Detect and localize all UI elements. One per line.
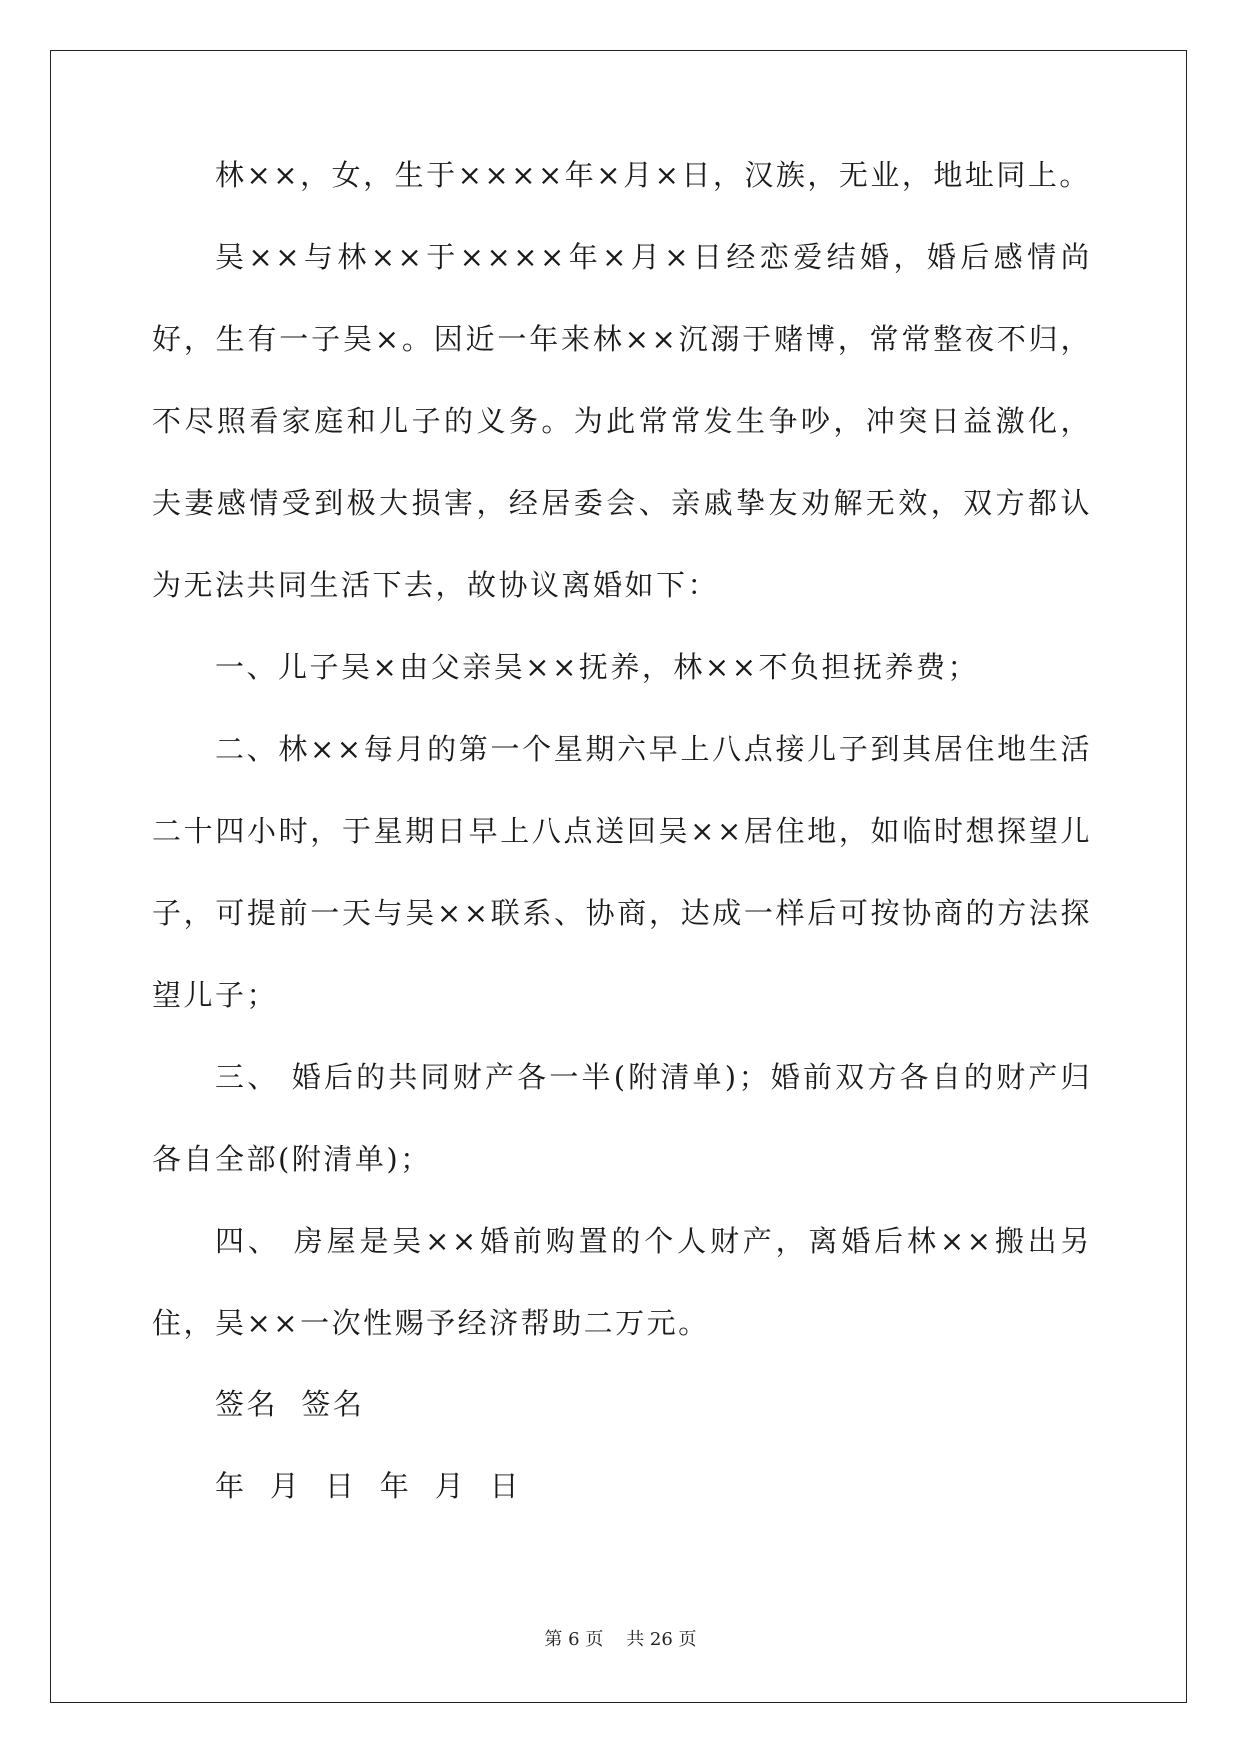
- paragraph-2: 吴××与林××于××××年×月×日经恋爱结婚，婚后感情尚好，生有一子吴×。因近一年来林××沉溺于赌博，常常整夜不归，不尽照看家庭和儿子的义务。为此常常发生争吵，冲突日益激化，夫妻感情受到极大损害，经居委会、亲戚挚友劝解无效，双方都认为无法共同生活下去，故协议离婚如下：: [152, 240, 1092, 602]
- paragraph-3: 一、儿子吴×由父亲吴××抚养，林××不负担抚养费；: [215, 650, 979, 684]
- paragraph-6: 四、 房屋是吴××婚前购置的个人财产，离婚后林××搬出另住，吴××一次性赐予经济帮助二万元。: [152, 1224, 1092, 1340]
- date-line: 年 月 日 年 月 日: [215, 1469, 522, 1503]
- paragraph-4: 二、林××每月的第一个星期六早上八点接儿子到其居住地生活二十四小时，于星期日早上八点送回吴××居住地，如临时想探望儿子，可提前一天与吴××联系、协商，达成一样后可按协商的方法探望儿子；: [152, 732, 1092, 1012]
- paragraph-5: 三、 婚后的共同财产各一半(附清单)；婚前双方各自的财产归各自全部(附清单)；: [152, 1060, 1092, 1176]
- page-number: 第 6 页 共 26 页: [544, 1629, 697, 1650]
- paragraph-1: 林××，女，生于××××年×月×日，汉族，无业，地址同上。: [215, 158, 1091, 192]
- signature-line: 签名 签名: [215, 1387, 365, 1421]
